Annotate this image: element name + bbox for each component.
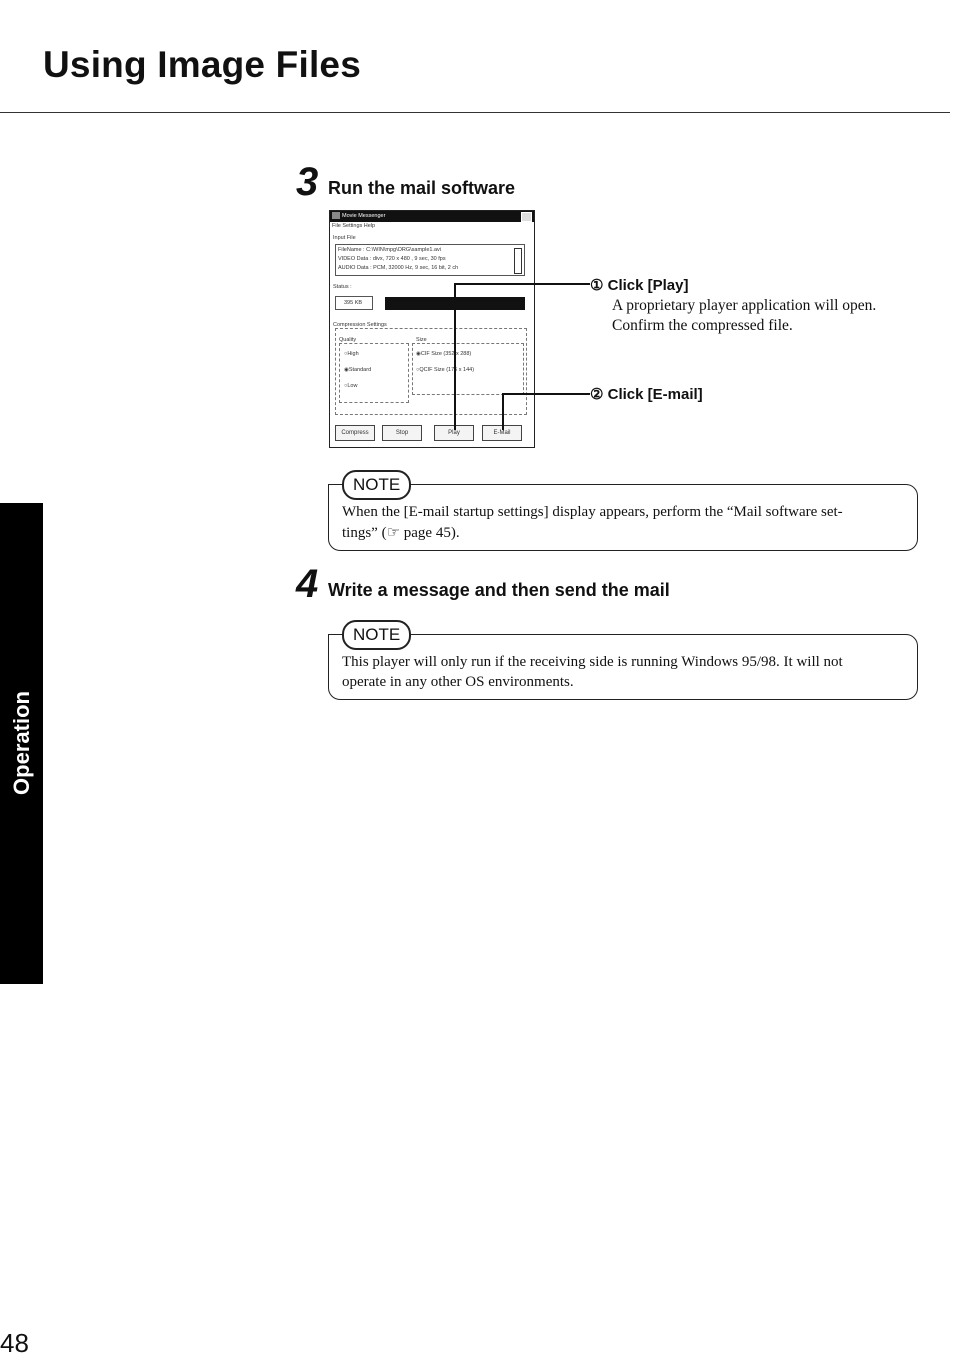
play-leader-line — [455, 284, 590, 430]
quality-standard-radio[interactable]: ◉Standard — [344, 367, 372, 373]
note-badge-step3: NOTE — [342, 470, 411, 500]
note-badge-step4: NOTE — [342, 620, 411, 650]
note-step4-line2: operate in any other OS environments. — [342, 674, 574, 690]
email-leader-line — [503, 394, 590, 430]
qcif-size-radio[interactable]: ○QCIF Size (176 x 144) — [416, 367, 475, 373]
page-number: 48 — [0, 1328, 29, 1358]
file-name-line: FileName : C:\WIN\mpg\ORG\sample1.avi — [338, 247, 441, 253]
stop-button[interactable]: Stop — [382, 425, 422, 441]
status-label: Status : — [333, 284, 352, 290]
step-4-title: Write a message and then send the mail — [328, 580, 670, 600]
callout-email-title: ② Click [E-mail] — [590, 386, 703, 403]
window-title: Movie Messenger — [342, 213, 386, 219]
compress-button[interactable]: Compress — [335, 425, 375, 441]
note-step4-line1: This player will only run if the receiving side is running Windows 95/98. It will not — [342, 654, 843, 670]
step-4-number: 4 — [296, 562, 319, 606]
note-step3-line2: tings” (☞ page 45). — [342, 525, 460, 541]
quality-low-radio[interactable]: ○Low — [344, 383, 358, 389]
callout-play-line1: A proprietary player application will open. — [612, 297, 877, 314]
size-label: Size — [416, 337, 427, 343]
callout-play-title: ① Click [Play] — [590, 277, 689, 294]
cif-size-radio[interactable]: ◉CIF Size (352 x 288) — [416, 351, 472, 357]
quality-label: Quality — [339, 337, 357, 343]
side-tab-label: Operation — [8, 691, 34, 795]
play-button[interactable]: Play — [434, 425, 474, 441]
email-button[interactable]: E-Mail — [482, 425, 522, 441]
compression-settings-label: Compression Settings — [333, 322, 387, 328]
size-value: 395 KB — [344, 300, 363, 306]
note-step3-line1: When the [E-mail startup settings] display appears, perform the “Mail software set- — [342, 504, 843, 520]
video-data-line: VIDEO Data : divx, 720 x 480 , 9 sec, 30 fps — [338, 256, 446, 262]
audio-data-line: AUDIO Data : PCM, 32000 Hz, 9 sec, 16 bit, 2 ch — [338, 265, 459, 271]
window-menu[interactable]: File Settings Help — [332, 223, 376, 229]
note-box-step3 — [328, 484, 918, 551]
quality-high-radio[interactable]: ○High — [344, 351, 359, 357]
step-3-number: 3 — [296, 160, 319, 204]
callout-play-line2: Confirm the compressed file. — [612, 317, 793, 334]
step-3-title: Run the mail software — [328, 178, 516, 198]
page-title: Using Image Files — [43, 44, 361, 85]
note-box-step4 — [328, 634, 918, 700]
input-file-label: Input File — [333, 235, 356, 241]
